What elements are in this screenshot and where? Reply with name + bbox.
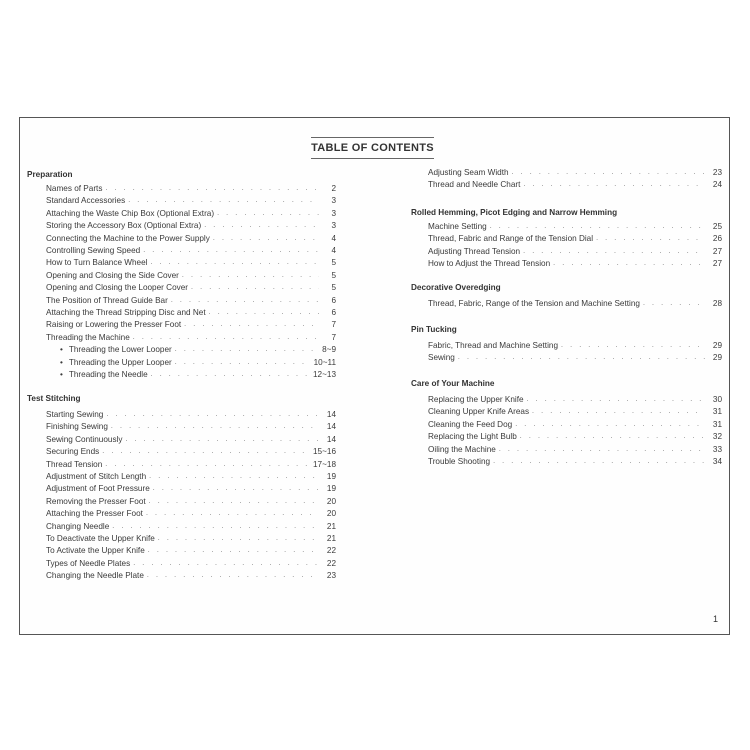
toc-entry-page: 23 [326, 571, 336, 581]
toc-entry-page: 4 [331, 246, 336, 255]
dot-leader [213, 234, 319, 244]
toc-entry[interactable] [46, 294, 336, 306]
toc-entry-label: Cleaning Upper Knife Areas [428, 407, 530, 417]
toc-entry-label: Finishing Sewing [46, 422, 108, 432]
toc-entry[interactable] [428, 257, 722, 269]
toc-entry-label: To Deactivate the Upper Knife [46, 534, 155, 543]
dot-leader [527, 395, 705, 405]
toc-entry[interactable] [46, 306, 336, 318]
toc-entry[interactable] [46, 207, 336, 219]
toc-entry[interactable] [46, 219, 336, 231]
dot-leader [191, 283, 319, 293]
toc-entry[interactable] [46, 445, 336, 457]
dot-leader [643, 299, 705, 309]
toc-entry-label: Securing Ends [46, 447, 100, 457]
toc-entry-label: Cleaning the Feed Dog [428, 419, 513, 429]
toc-entry-label: Threading the Machine [46, 332, 130, 342]
toc-entry-page: 22 [326, 546, 336, 556]
dot-leader [158, 534, 319, 544]
toc-entry[interactable] [60, 368, 336, 380]
toc-entry[interactable] [46, 470, 336, 482]
toc-entry-page: 3 [331, 221, 336, 231]
toc-entry-page: 33 [712, 444, 722, 454]
toc-entry-label: Thread, Fabric and Range of the Tension Dial [428, 234, 594, 244]
toc-entry-page: 21 [326, 534, 336, 543]
toc-entry-page: 22 [326, 558, 336, 568]
toc-entry-label: Trouble Shooting [428, 457, 491, 466]
dot-leader [175, 358, 311, 368]
dot-leader [143, 246, 319, 256]
toc-entry-label: Replacing the Upper Knife [428, 395, 524, 404]
dot-leader [458, 353, 705, 363]
toc-entry-label: Starting Sewing [46, 410, 104, 419]
section-heading-care: Care of Your Machine [411, 379, 495, 388]
dot-leader [106, 410, 319, 420]
dot-leader [553, 259, 705, 269]
toc-entry[interactable] [428, 455, 722, 467]
toc-entry[interactable] [46, 318, 336, 330]
toc-entry[interactable] [46, 182, 336, 194]
toc-entry-page: 34 [712, 457, 722, 466]
dot-leader [204, 221, 319, 231]
dot-leader [125, 435, 319, 445]
dot-leader [148, 546, 319, 556]
dot-leader [520, 432, 705, 442]
toc-entry-page: 29 [712, 341, 722, 350]
toc-entry-page: 2 [331, 184, 336, 193]
toc-entry-label: Adjusting Thread Tension [428, 246, 521, 256]
toc-entry[interactable] [46, 458, 336, 470]
toc-entry-label: Replacing the Light Bulb [428, 432, 517, 442]
toc-entry-label: Changing Needle [46, 521, 110, 531]
toc-entry-label: Thread Tension [46, 459, 103, 469]
toc-entry[interactable] [428, 430, 722, 442]
dot-leader [128, 196, 319, 206]
toc-entry-label: Machine Setting [428, 222, 487, 231]
toc-entry[interactable] [46, 495, 336, 507]
page-number: 1 [712, 614, 718, 624]
toc-entry[interactable] [60, 356, 336, 368]
toc-entry[interactable] [428, 393, 722, 405]
toc-entry-page: 6 [331, 295, 336, 305]
toc-entry-page: 19 [326, 484, 336, 494]
toc-entry-label: Changing the Needle Plate [46, 571, 144, 581]
toc-entry-label: Types of Needle Plates [46, 558, 131, 568]
toc-entry-page: 3 [331, 196, 336, 206]
toc-entry-label: The Position of Thread Guide Bar [46, 295, 168, 305]
dot-leader [515, 420, 705, 430]
toc-entry-label: Removing the Presser Foot [46, 496, 146, 506]
toc-entry[interactable] [46, 482, 336, 494]
toc-entry-label: Oiling the Machine [428, 444, 496, 454]
toc-entry[interactable] [46, 520, 336, 532]
toc-entry-label: Connecting the Machine to the Power Supply [46, 233, 210, 243]
toc-entry-page: 3 [331, 208, 336, 218]
dot-leader [490, 222, 705, 232]
toc-entry[interactable] [428, 245, 722, 257]
toc-entry-label: • Threading the Upper Looper [60, 358, 175, 368]
dot-leader [209, 308, 319, 318]
dot-leader [523, 247, 705, 257]
toc-entry-page: 4 [331, 233, 336, 243]
toc-entry-page: 12~13 [313, 370, 336, 379]
toc-entry-page: 10~11 [313, 357, 336, 367]
toc-entry[interactable] [428, 443, 722, 455]
toc-entry-label: To Activate the Upper Knife [46, 546, 145, 556]
dot-leader [523, 180, 705, 190]
toc-entry-label: Adjusting Seam Width [428, 168, 509, 177]
toc-entry-page: 25 [712, 222, 722, 231]
toc-entry[interactable] [46, 544, 336, 556]
toc-entry-label: Adjustment of Stitch Length [46, 472, 147, 481]
dot-leader [147, 571, 319, 581]
toc-entry-label: Thread, Fabric, Range of the Tension and Machine Setting [428, 299, 640, 308]
toc-entry-label: Opening and Closing the Side Cover [46, 270, 179, 280]
toc-entry-page: 8~9 [322, 345, 336, 355]
toc-entry-label: Fabric, Thread and Machine Setting [428, 341, 559, 350]
toc-entry-label: Attaching the Presser Foot [46, 509, 143, 519]
toc-entry-label: Names of Parts [46, 184, 103, 193]
toc-entry-page: 30 [712, 395, 722, 404]
toc-entry-page: 32 [712, 432, 722, 442]
toc-entry[interactable] [46, 194, 336, 206]
toc-entry-label: Sewing [428, 353, 455, 363]
toc-entry[interactable] [46, 269, 336, 281]
toc-entry[interactable] [428, 220, 722, 232]
toc-entry[interactable] [428, 405, 722, 417]
toc-entry-page: 31 [712, 407, 722, 417]
toc-entry[interactable] [428, 351, 722, 363]
dot-leader [499, 445, 705, 455]
toc-entry-label: Opening and Closing the Looper Cover [46, 283, 189, 293]
toc-entry-label: • Threading the Needle [60, 370, 151, 380]
toc-entry-label: Thread and Needle Chart [428, 180, 521, 190]
toc-entry-page: 20 [326, 496, 336, 506]
dot-leader [561, 341, 705, 351]
toc-entry-label: Raising or Lowering the Presser Foot [46, 320, 182, 330]
toc-entry[interactable] [46, 433, 336, 445]
toc-entry-page: 29 [712, 353, 722, 363]
dot-leader [532, 407, 705, 417]
dot-leader [182, 271, 319, 281]
toc-entry-page: 23 [712, 168, 722, 177]
toc-entry[interactable] [46, 532, 336, 544]
toc-entry[interactable] [428, 166, 722, 178]
toc-entry-label: • Threading the Lower Looper [60, 345, 175, 355]
dot-leader [153, 484, 319, 494]
dot-leader [151, 370, 310, 380]
toc-entry-page: 14 [326, 422, 336, 432]
dot-leader [150, 258, 319, 268]
toc-entry-page: 20 [326, 509, 336, 519]
section-heading-test-stitching: Test Stitching [27, 394, 81, 403]
dot-leader [146, 509, 319, 519]
dot-leader [217, 209, 319, 219]
dot-leader [111, 422, 319, 432]
toc-entry-label: Storing the Accessory Box (Optional Extra) [46, 221, 202, 231]
toc-entry[interactable] [428, 232, 722, 244]
toc-entry-page: 27 [712, 259, 722, 269]
toc-entry[interactable] [428, 297, 722, 309]
toc-entry-label: Attaching the Waste Chip Box (Optional Extra) [46, 208, 215, 218]
dot-leader [133, 333, 319, 343]
toc-entry-page: 31 [712, 419, 722, 429]
toc-entry[interactable] [428, 418, 722, 430]
toc-entry-page: 24 [712, 180, 722, 190]
dot-leader [184, 320, 319, 330]
toc-entry-page: 27 [712, 246, 722, 256]
toc-entry-label: Controlling Sewing Speed [46, 246, 141, 255]
dot-leader [133, 559, 319, 569]
toc-entry[interactable] [46, 232, 336, 244]
toc-entry-page: 5 [331, 283, 336, 293]
toc-entry-label: Attaching the Thread Stripping Disc and Net [46, 308, 206, 317]
toc-entry-label: Sewing Continuously [46, 434, 123, 444]
toc-entry[interactable] [46, 569, 336, 581]
toc-entry[interactable] [428, 339, 722, 351]
toc-entry-page: 14 [326, 434, 336, 444]
dot-leader [171, 296, 319, 306]
toc-entry[interactable] [46, 420, 336, 432]
dot-leader [112, 522, 319, 532]
page-title: TABLE OF CONTENTS [311, 137, 434, 159]
section-heading-decorative: Decorative Overedging [411, 283, 501, 292]
toc-entry-label: How to Turn Balance Wheel [46, 258, 148, 268]
dot-leader [105, 184, 319, 194]
section-heading-preparation: Preparation [27, 170, 73, 179]
dot-leader [493, 457, 705, 467]
dot-leader [102, 447, 310, 457]
toc-entry-page: 28 [712, 299, 722, 308]
toc-entry-page: 17~18 [313, 459, 336, 469]
toc-entry-page: 7 [331, 320, 336, 330]
toc-entry-page: 7 [331, 332, 336, 342]
toc-entry-label: How to Adjust the Thread Tension [428, 259, 551, 269]
toc-entry[interactable] [46, 244, 336, 256]
toc-entry[interactable] [46, 507, 336, 519]
toc-entry-page: 6 [331, 308, 336, 317]
toc-entry[interactable] [46, 557, 336, 569]
toc-entry[interactable] [46, 281, 336, 293]
toc-entry-page: 26 [712, 234, 722, 244]
toc-entry-label: Adjustment of Foot Pressure [46, 484, 150, 494]
toc-entry-page: 19 [326, 472, 336, 481]
section-heading-pin-tucking: Pin Tucking [411, 325, 457, 334]
toc-entry-page: 5 [331, 270, 336, 280]
toc-entry-page: 21 [326, 521, 336, 531]
dot-leader [149, 497, 319, 507]
toc-entry-page: 15~16 [313, 447, 336, 457]
toc-entry[interactable] [60, 343, 336, 355]
toc-entry-label: Standard Accessories [46, 196, 126, 206]
dot-leader [596, 234, 705, 244]
dot-leader [105, 460, 310, 470]
toc-page [19, 117, 730, 635]
toc-entry[interactable] [46, 331, 336, 343]
toc-entry[interactable] [46, 408, 336, 420]
section-heading-rolled-hemming: Rolled Hemming, Picot Edging and Narrow Hemming [411, 208, 618, 217]
toc-entry-page: 14 [326, 410, 336, 419]
dot-leader [512, 168, 705, 178]
toc-entry-page: 5 [331, 258, 336, 268]
toc-entry[interactable] [428, 178, 722, 190]
dot-leader [175, 345, 319, 355]
toc-entry[interactable] [46, 256, 336, 268]
dot-leader [149, 472, 319, 482]
